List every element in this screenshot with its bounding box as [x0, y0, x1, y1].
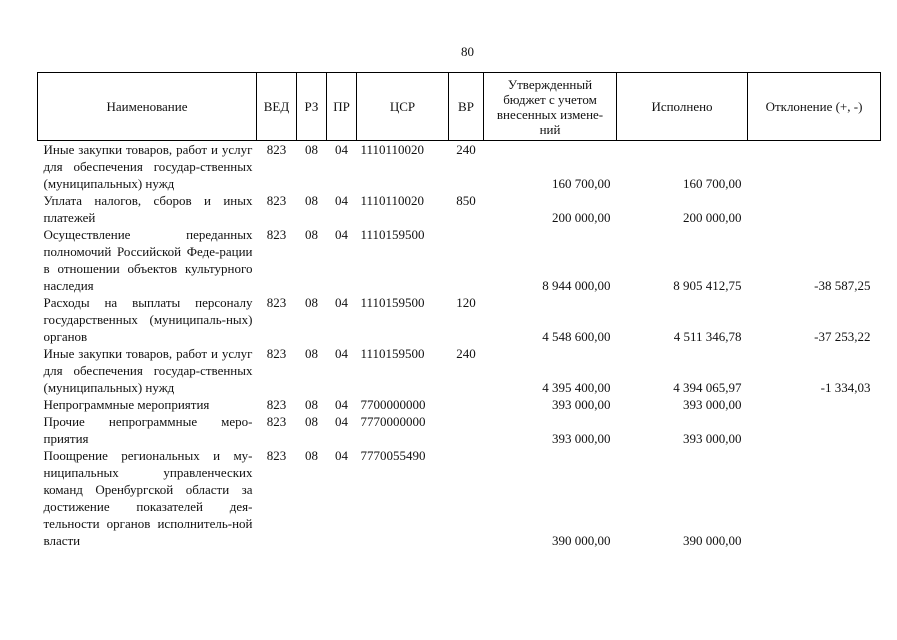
row-rz: 08 — [305, 193, 318, 208]
row-csr: 1110159500 — [360, 346, 425, 361]
row-deviation — [748, 396, 881, 413]
table-row — [38, 294, 881, 345]
row-pr: 04 — [335, 346, 348, 361]
row-vr — [449, 396, 484, 413]
row-executed: 390 000,00 — [683, 533, 742, 548]
row-deviation — [748, 192, 881, 226]
header-budget: Утвержденный бюджет с учетом внесенных измене-ний — [484, 73, 617, 141]
header-csr: ЦСР — [357, 73, 449, 141]
row-ved: 823 — [266, 295, 287, 310]
row-executed: 393 000,00 — [683, 431, 742, 446]
row-executed: 200 000,00 — [683, 210, 742, 225]
table-row — [38, 413, 881, 447]
page-number: 80 — [461, 44, 474, 59]
row-budget: 4 395 400,00 — [542, 380, 611, 395]
row-vr — [449, 226, 484, 294]
row-ved: 823 — [266, 193, 287, 208]
row-pr: 04 — [335, 448, 348, 463]
row-deviation: -37 253,22 — [814, 329, 871, 344]
row-vr: 120 — [456, 295, 476, 310]
table-header-row — [38, 73, 881, 141]
row-deviation — [748, 447, 881, 549]
row-rz: 08 — [305, 142, 318, 157]
row-executed: 393 000,00 — [683, 397, 742, 412]
row-executed: 4 394 065,97 — [673, 380, 742, 395]
row-executed: 160 700,00 — [683, 176, 742, 191]
row-rz: 08 — [305, 397, 318, 412]
row-vr: 850 — [456, 193, 476, 208]
table-row — [38, 345, 881, 396]
row-budget: 390 000,00 — [552, 533, 611, 548]
row-csr: 7700000000 — [360, 397, 426, 412]
row-ved: 823 — [266, 448, 287, 463]
row-csr: 7770055490 — [360, 448, 426, 463]
row-csr: 1110159500 — [360, 295, 425, 310]
row-rz: 08 — [305, 346, 318, 361]
row-budget: 200 000,00 — [552, 210, 611, 225]
row-budget: 160 700,00 — [552, 176, 611, 191]
table-row — [38, 447, 881, 549]
header-name: Наименование — [38, 73, 257, 141]
row-csr: 1110159500 — [360, 227, 425, 242]
row-name: Иные закупки товаров, работ и услуг для обеспечения государ-ственных (муниципальных) нужд — [43, 346, 253, 395]
row-ved: 823 — [266, 397, 287, 412]
row-vr: 240 — [456, 346, 476, 361]
row-name: Прочие непрограммные меро-приятия — [43, 414, 253, 446]
table-row — [38, 396, 881, 413]
table-row — [38, 141, 881, 193]
row-rz: 08 — [305, 295, 318, 310]
row-vr — [449, 447, 484, 549]
row-pr: 04 — [335, 397, 348, 412]
header-rz: РЗ — [297, 73, 327, 141]
row-budget: 393 000,00 — [552, 397, 611, 412]
row-deviation: -38 587,25 — [814, 278, 871, 293]
row-name: Расходы на выплаты персоналу государственных (муниципаль-ных) органов — [43, 295, 253, 344]
row-pr: 04 — [335, 295, 348, 310]
row-executed: 4 511 346,78 — [673, 329, 742, 344]
row-name: Поощрение региональных и му-ниципальных управленческих команд Оренбургской области за достижение показателей дея-тельности органов исполнитель-ной власти — [43, 448, 253, 548]
row-name: Уплата налогов, сборов и иных платежей — [43, 193, 253, 225]
header-executed: Исполнено — [617, 73, 748, 141]
row-budget: 4 548 600,00 — [542, 329, 611, 344]
row-executed: 8 905 412,75 — [673, 278, 742, 293]
row-pr: 04 — [335, 142, 348, 157]
row-csr: 1110110020 — [360, 142, 425, 157]
header-ved: ВЕД — [257, 73, 297, 141]
row-ved: 823 — [266, 346, 287, 361]
row-rz: 08 — [305, 448, 318, 463]
row-ved: 823 — [266, 227, 287, 242]
row-deviation — [748, 141, 881, 193]
row-pr: 04 — [335, 414, 348, 429]
row-name: Осуществление переданных полномочий Российской Феде-рации в отношении объектов культурного наследия — [43, 227, 253, 293]
table-row — [38, 192, 881, 226]
row-name: Непрограммные мероприятия — [43, 397, 210, 412]
row-name: Иные закупки товаров, работ и услуг для обеспечения государ-ственных (муниципальных) нужд — [43, 142, 253, 191]
row-deviation: -1 334,03 — [820, 380, 871, 395]
row-pr: 04 — [335, 193, 348, 208]
row-rz: 08 — [305, 227, 318, 242]
row-vr — [449, 413, 484, 447]
row-pr: 04 — [335, 227, 348, 242]
table-row — [38, 226, 881, 294]
header-pr: ПР — [327, 73, 357, 141]
row-rz: 08 — [305, 414, 318, 429]
row-ved: 823 — [266, 414, 287, 429]
row-csr: 7770000000 — [360, 414, 426, 429]
row-deviation — [748, 413, 881, 447]
header-vr: ВР — [449, 73, 484, 141]
row-ved: 823 — [266, 142, 287, 157]
row-budget: 393 000,00 — [552, 431, 611, 446]
row-budget: 8 944 000,00 — [542, 278, 611, 293]
row-csr: 1110110020 — [360, 193, 425, 208]
budget-table — [37, 72, 881, 549]
header-deviation: Отклонение (+, -) — [748, 73, 881, 141]
row-vr: 240 — [456, 142, 476, 157]
